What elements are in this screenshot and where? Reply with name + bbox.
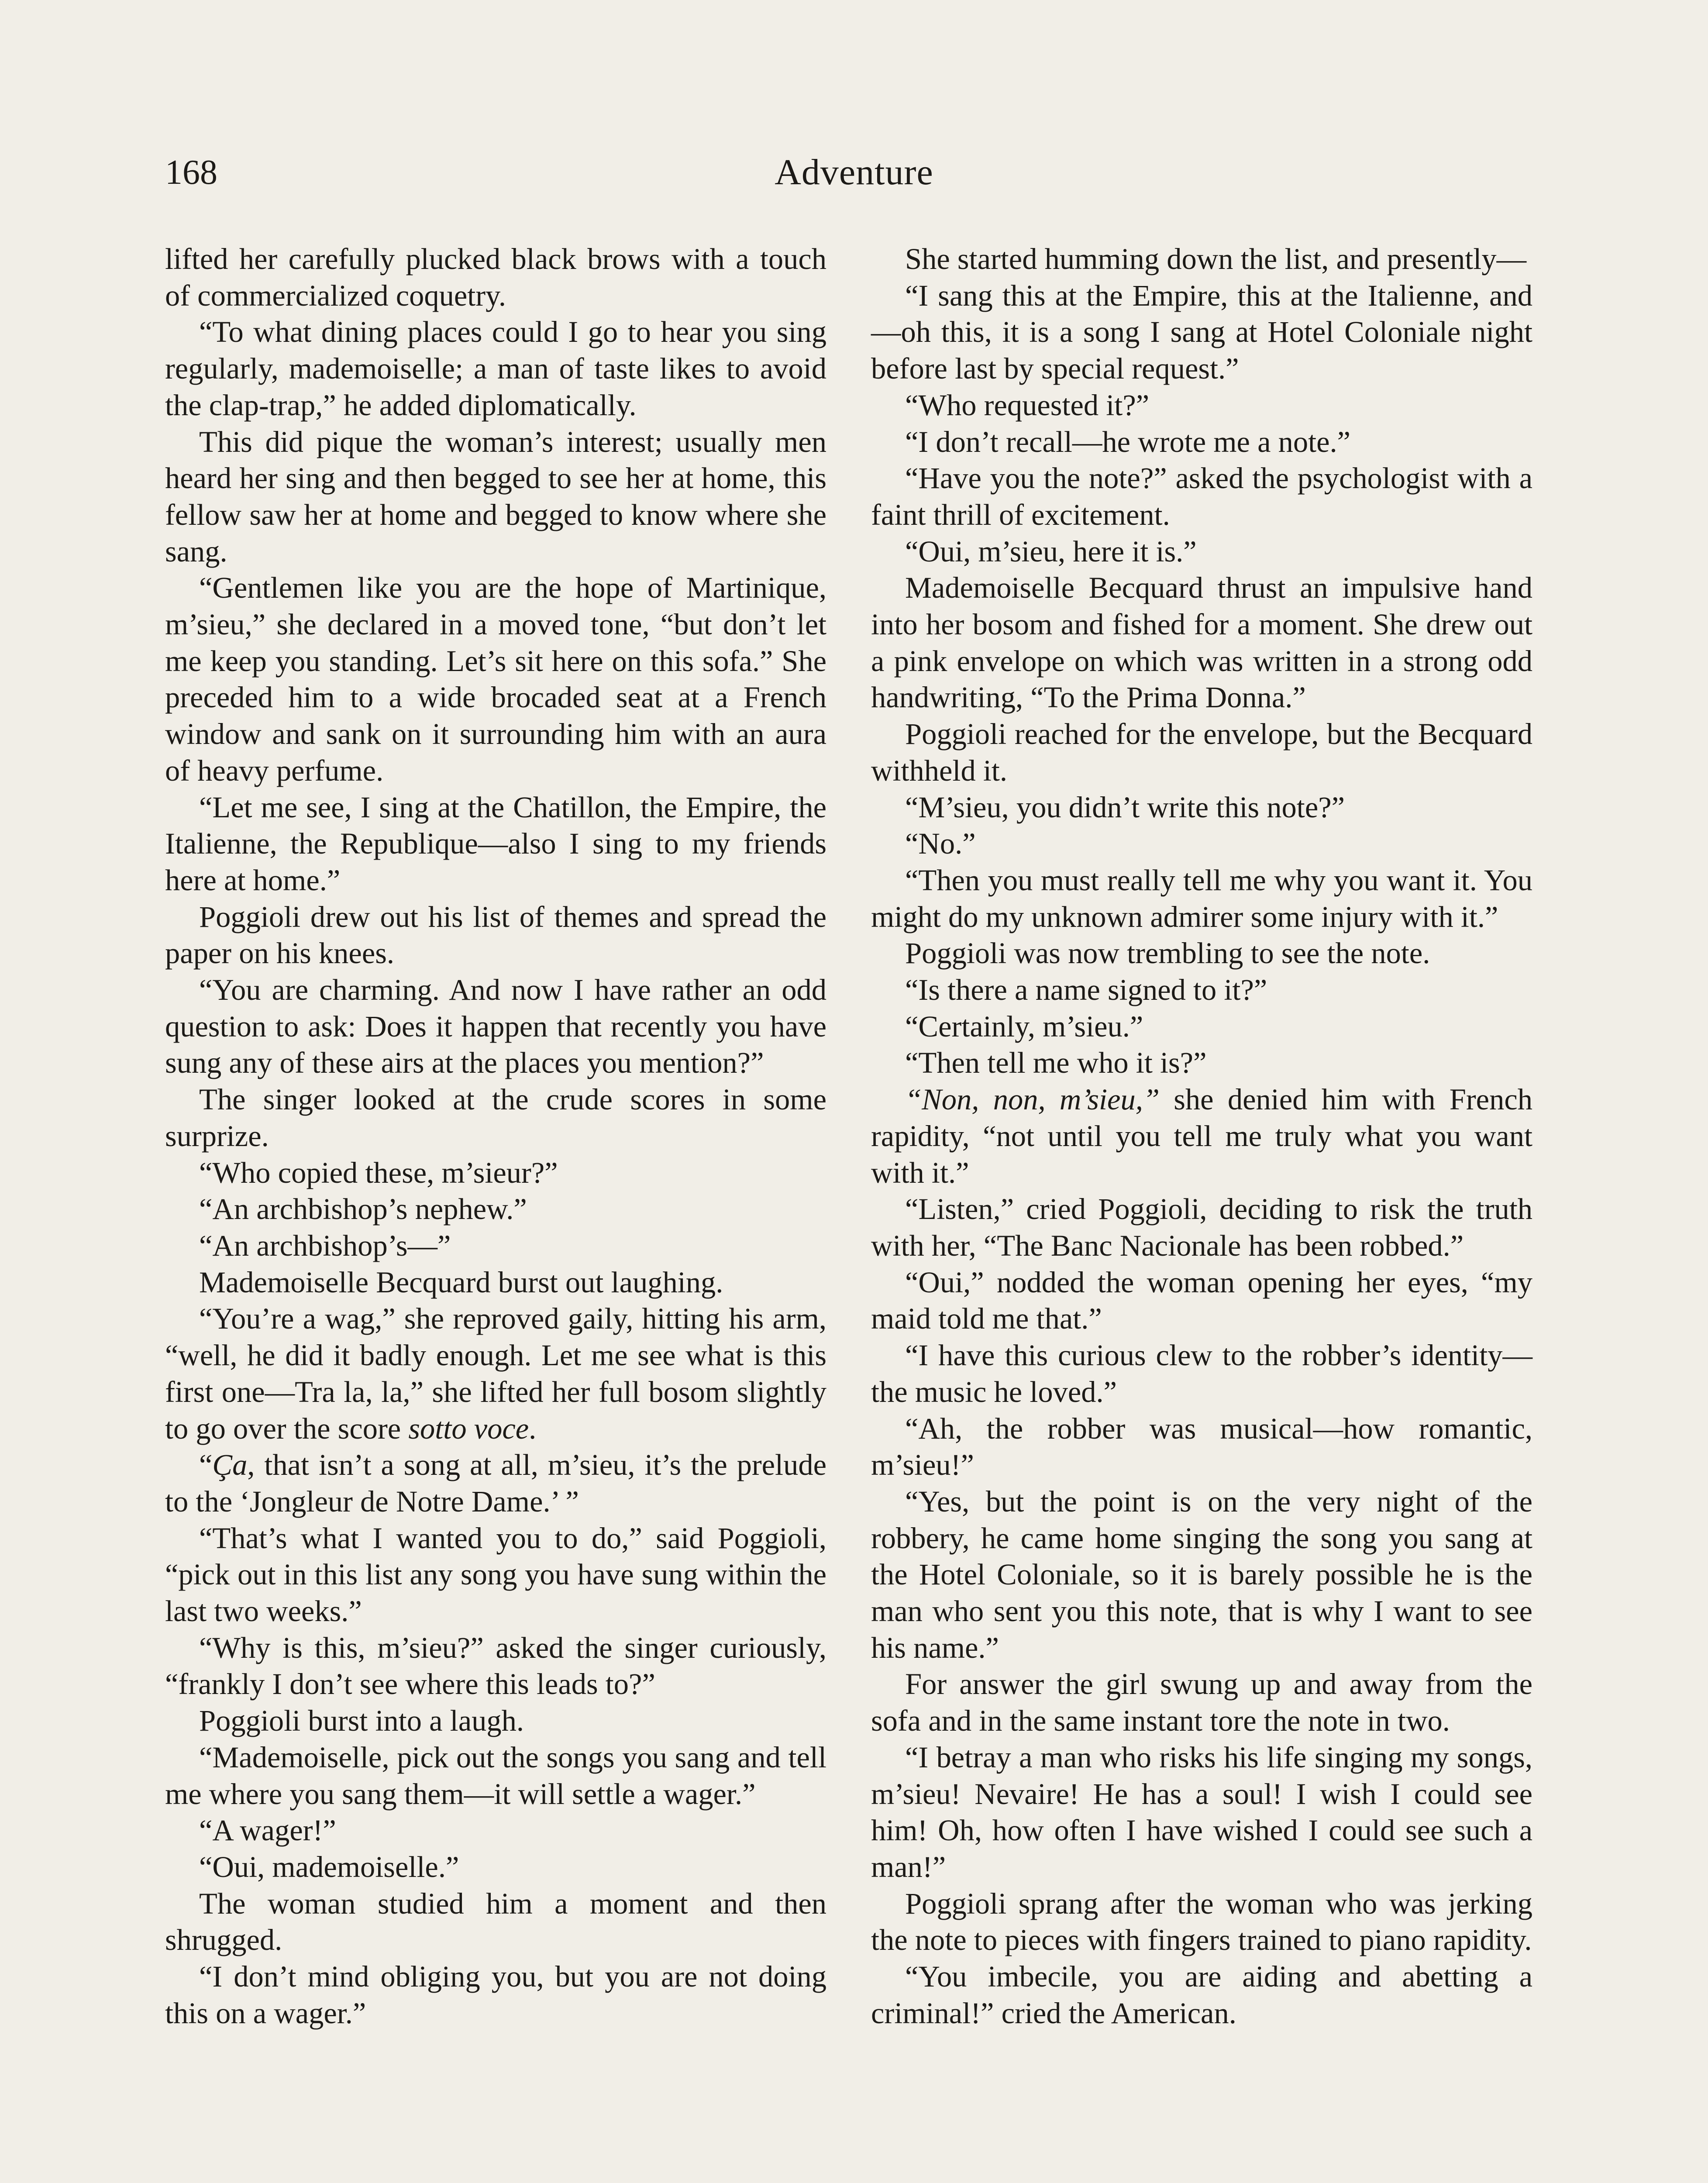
paragraph-text: she denied him with French rapidity, “not until you tell me truly what you want with it.” bbox=[871, 1083, 1532, 1189]
paragraph: The woman studied him a moment and then shrugged. bbox=[165, 1887, 826, 1957]
italic-phrase: Ça bbox=[212, 1448, 248, 1482]
paragraph: Poggioli sprang after the woman who was jerking the note to pieces with fingers trained to piano rapidity. bbox=[871, 1887, 1532, 1957]
paragraph: “Have you the note?” asked the psychologist with a faint thrill of excitement. bbox=[871, 461, 1532, 531]
paragraph bbox=[165, 1447, 826, 1520]
paragraph: She started humming down the list, and presently— bbox=[905, 242, 1527, 275]
paragraph: “You imbecile, you are aiding and abetting a criminal!” cried the American. bbox=[871, 1960, 1532, 2030]
paragraph: This did pique the woman’s interest; usually men heard her sing and then begged to see her at home, this fellow saw her at home and begged to know where she sang. bbox=[165, 425, 826, 568]
paragraph: “Oui, mademoiselle.” bbox=[199, 1850, 459, 1883]
paragraph: “Then tell me who it is?” bbox=[905, 1046, 1207, 1080]
paragraph: “I sang this at the Empire, this at the Italienne, and—oh this, it is a song I sang at Hotel Coloniale night before last by special request.” bbox=[871, 279, 1532, 386]
paragraph bbox=[871, 1081, 1532, 1191]
paragraph: lifted her carefully plucked black brows with a touch of commercialized coquetry. bbox=[165, 242, 826, 312]
paragraph bbox=[165, 1301, 826, 1447]
paragraph: “Who requested it?” bbox=[905, 388, 1150, 422]
magazine-title: Adventure bbox=[775, 152, 933, 193]
paragraph: Poggioli reached for the envelope, but the Becquard withheld it. bbox=[871, 717, 1532, 787]
paragraph: “Gentlemen like you are the hope of Martinique, m’sieu,” she declared in a moved tone, “but don’t let me keep you standing. Let’s sit here on this sofa.” She preceded him to a wide brocaded seat at a French window and sank on it surrounding him with an aura of heavy perfume. bbox=[165, 571, 826, 787]
italic-phrase: sotto voce bbox=[408, 1412, 529, 1445]
paragraph: “Yes, but the point is on the very night of the robbery, he came home singing the song you sang at the Hotel Coloniale, so it is barely possible he is the man who sent you this note, that is why I want to see his name.” bbox=[871, 1484, 1532, 1664]
left-text-column bbox=[165, 241, 826, 2031]
paragraph: “No.” bbox=[905, 827, 976, 861]
paragraph: For answer the girl swung up and away from the sofa and in the same instant tore the note in two. bbox=[871, 1667, 1532, 1738]
paragraph: “Why is this, m’sieu?” asked the singer curiously, “frankly I don’t see where this leads to?” bbox=[165, 1631, 826, 1701]
paragraph: “Then you must really tell me why you want it. You might do my unknown admirer some injury with it.” bbox=[871, 863, 1532, 933]
paragraph: “A wager!” bbox=[199, 1814, 336, 1847]
paragraph: “Is there a name signed to it?” bbox=[905, 973, 1267, 1007]
paragraph: “Who copied these, m’sieur?” bbox=[199, 1156, 558, 1189]
paragraph: “I don’t recall—he wrote me a note.” bbox=[905, 425, 1351, 458]
page-header bbox=[165, 151, 1543, 207]
paragraph: “Certainly, m’sieu.” bbox=[905, 1009, 1143, 1043]
paragraph: “To what dining places could I go to hear you sing regularly, mademoiselle; a man of taste likes to avoid the clap-trap,” he added diplomatically. bbox=[165, 315, 826, 422]
paragraph: “I have this curious clew to the robber’s identity—the music he loved.” bbox=[871, 1339, 1532, 1408]
paragraph: Poggioli drew out his list of themes and spread the paper on his knees. bbox=[165, 900, 826, 970]
paragraph: “That’s what I wanted you to do,” said Poggioli, “pick out in this list any song you have sung within the last two weeks.” bbox=[165, 1521, 826, 1628]
paragraph: “Oui,” nodded the woman opening her eyes, “my maid told me that.” bbox=[871, 1265, 1532, 1336]
page-number: 168 bbox=[165, 153, 217, 192]
paragraph: Mademoiselle Becquard burst out laughing. bbox=[199, 1265, 723, 1299]
paragraph: Poggioli burst into a laugh. bbox=[199, 1704, 524, 1738]
paragraph: “Mademoiselle, pick out the songs you sang and tell me where you sang them—it will settle a wager.” bbox=[165, 1740, 826, 1811]
paragraph: Mademoiselle Becquard thrust an impulsive hand into her bosom and fished for a moment. She drew out a pink envelope on which was written in a strong odd handwriting, “To the Prima Donna.” bbox=[871, 571, 1532, 714]
paragraph: “I betray a man who risks his life singing my songs, m’sieu! Nevaire! He has a soul! I wish I could see him! Oh, how often I have wished I could see such a man!” bbox=[871, 1740, 1532, 1883]
paragraph: “You are charming. And now I have rather an odd question to ask: Does it happen that recently you have sung any of these airs at the places you mention?” bbox=[165, 973, 826, 1080]
paragraph-text: , that isn’t a song at all, m’sieu, it’s the prelude to the ‘Jongleur de Notre Dame.’ ” bbox=[165, 1448, 826, 1518]
paragraph: “Ah, the robber was musical—how romantic, m’sieu!” bbox=[871, 1412, 1532, 1482]
paragraph: “An archbishop’s nephew.” bbox=[199, 1192, 527, 1226]
paragraph-text: “ bbox=[199, 1448, 213, 1482]
paragraph: The singer looked at the crude scores in some surprize. bbox=[165, 1083, 826, 1153]
paragraph: Poggioli was now trembling to see the note. bbox=[905, 937, 1430, 970]
paragraph: “M’sieu, you didn’t write this note?” bbox=[905, 790, 1345, 824]
right-text-column bbox=[871, 241, 1532, 2031]
paragraph-text: “You’re a wag,” she reproved gaily, hitting his arm, “well, he did it badly enough. Let me see what is this first one—Tra la, la,” she lifted her full bosom slightly to go over the score bbox=[165, 1302, 826, 1445]
paragraph: “Let me see, I sing at the Chatillon, the Empire, the Italienne, the Republique—also I sing to my friends here at home.” bbox=[165, 790, 826, 897]
italic-phrase: “Non, non, m’sieu,” bbox=[905, 1083, 1160, 1116]
paragraph: “An archbishop’s—” bbox=[199, 1229, 451, 1262]
paragraph-text: . bbox=[529, 1412, 537, 1445]
paragraph: “Oui, m’sieu, here it is.” bbox=[905, 534, 1197, 568]
paragraph: “I don’t mind obliging you, but you are not doing this on a wager.” bbox=[165, 1960, 826, 2030]
paragraph: “Listen,” cried Poggioli, deciding to risk the truth with her, “The Banc Nacionale has been robbed.” bbox=[871, 1192, 1532, 1262]
